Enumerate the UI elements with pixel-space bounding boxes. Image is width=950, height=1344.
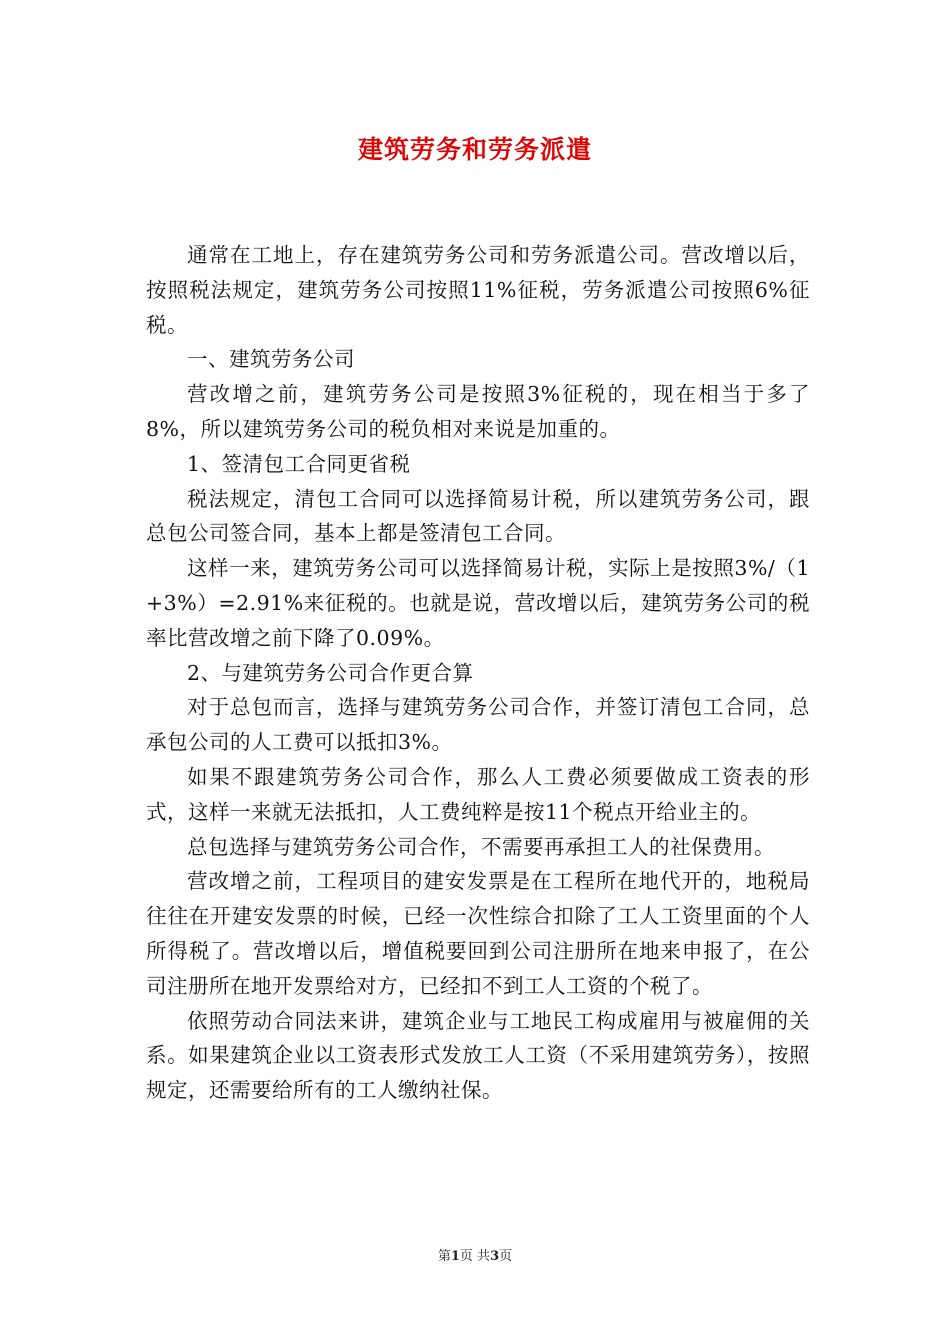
paragraph-social-security: 总包选择与建筑劳务公司合作，不需要再承担工人的社保费用。 [187, 834, 775, 859]
subheading-cooperation: 2、与建筑劳务公司合作更合算 [187, 660, 474, 685]
paragraph-tax-law: 税法规定，清包工合同可以选择简易计税，所以建筑劳务公司，跟总包公司签合同，基本上都是签清包工合同。 [146, 486, 810, 546]
paragraph-invoice: 营改增之前，工程项目的建安发票是在工程所在地代开的，地税局往往在开建安发票的时候，已经一次性综合扣除了工人工资里面的个人所得税了。营改增以后，增值税要回到公司注册所在地来申报了，在公司注册所在地开发票给对方，已经扣不到工人工资的个税了。 [146, 869, 810, 998]
current-page-number: 1 [450, 1249, 460, 1264]
footer-prefix: 第 [437, 1249, 451, 1264]
footer-middle: 页 共 [459, 1249, 491, 1264]
paragraph-general-contractor: 对于总包而言，选择与建筑劳务公司合作，并签订清包工合同，总承包公司的人工费可以抵扣3%。 [146, 695, 810, 755]
subheading-labor-contract: 1、签清包工合同更省税 [187, 451, 411, 476]
total-pages-number: 3 [490, 1249, 500, 1264]
footer-suffix: 页 [499, 1249, 513, 1264]
paragraph-no-cooperation: 如果不跟建筑劳务公司合作，那么人工费必须要做成工资表的形式，这样一来就无法抵扣，人工费纯粹是按11个税点开给业主的。 [146, 764, 810, 824]
paragraph-labor-law: 依照劳动合同法来讲，建筑企业与工地民工构成雇用与被雇佣的关系。如果建筑企业以工资表形式发放工人工资（不采用建筑劳务），按照规定，还需要给所有的工人缴纳社保。 [146, 1008, 810, 1103]
section-heading-construction-labor: 一、建筑劳务公司 [187, 347, 355, 372]
paragraph-before-vat-reform: 营改增之前，建筑劳务公司是按照3%征税的，现在相当于多了8%，所以建筑劳务公司的税负相对来说是加重的。 [146, 382, 810, 441]
paragraph-intro: 通常在工地上，存在建筑劳务公司和劳务派遣公司。营改增以后，按照税法规定，建筑劳务公司按照11%征税，劳务派遣公司按照6%征税。 [146, 243, 810, 337]
page-footer [0, 1247, 950, 1267]
paragraph-simple-tax: 这样一来，建筑劳务公司可以选择简易计税，实际上是按照3%/（1+3%）=2.91%来征税的。也就是说，营改增以后，建筑劳务公司的税率比营改增之前下降了0.09%。 [146, 556, 810, 650]
document-title: 建筑劳务和劳务派遣 [357, 135, 592, 164]
document-body [146, 238, 810, 1108]
